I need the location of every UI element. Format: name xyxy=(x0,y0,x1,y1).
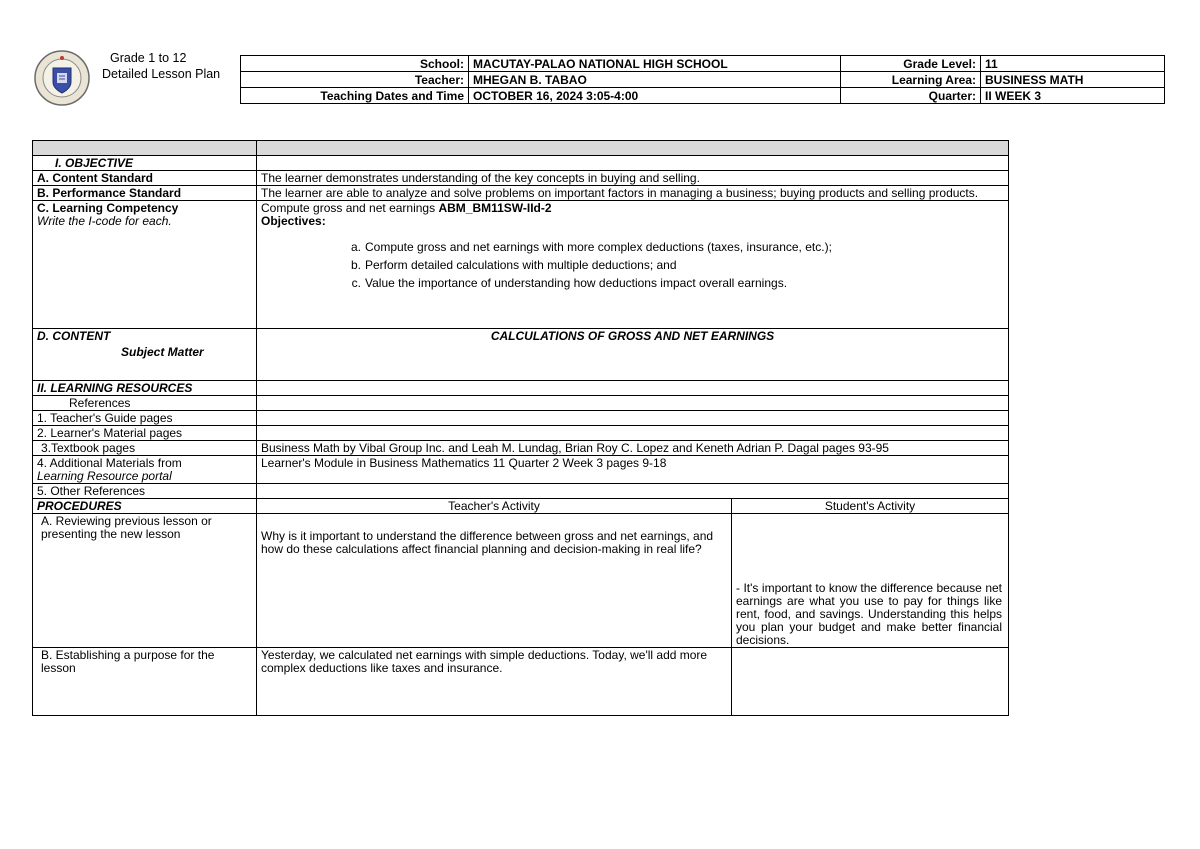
objective-item: a. Compute gross and net earnings with more complex deductions (taxes, insurance, etc.); xyxy=(350,240,832,254)
textbook-label: 3.Textbook pages xyxy=(33,441,257,456)
objective-item: b. Perform detailed calculations with multiple deductions; and xyxy=(350,258,677,272)
procedure-a-row xyxy=(33,514,1009,648)
other-references-label: 5. Other References xyxy=(33,484,257,499)
additional-materials-value: Learner's Module in Business Mathematics 11 Quarter 2 Week 3 pages 9-18 xyxy=(257,456,1009,484)
lesson-plan-table xyxy=(32,140,1009,716)
objective-heading-row xyxy=(33,156,1009,171)
content-label: D. CONTENT xyxy=(37,329,111,343)
school-label: School: xyxy=(241,56,469,72)
learners-material-row xyxy=(33,426,1009,441)
procedure-b-teacher: Yesterday, we calculated net earnings with simple deductions. Today, we'll add more complex deductions like taxes and insurance. xyxy=(257,648,732,716)
performance-standard-label: B. Performance Standard xyxy=(33,186,257,201)
content-standard-label: A. Content Standard xyxy=(33,171,257,186)
procedure-b-student xyxy=(732,648,1009,716)
teachers-guide-row xyxy=(33,411,1009,426)
teacher-activity-heading: Teacher's Activity xyxy=(257,499,732,514)
procedures-heading: PROCEDURES xyxy=(33,499,257,514)
procedures-heading-row xyxy=(33,499,1009,514)
header-row-school xyxy=(241,56,1165,72)
resources-heading: II. LEARNING RESOURCES xyxy=(33,381,257,396)
content-standard-text: The learner demonstrates understanding of the key concepts in buying and selling. xyxy=(257,171,1009,186)
objectives-label: Objectives: xyxy=(261,214,326,228)
content-standard-row xyxy=(33,171,1009,186)
procedure-a-teacher: Why is it important to understand the difference between gross and net earnings, and how do these calculations affect financial planning and decision-making in real life? xyxy=(257,514,732,648)
deped-seal-logo xyxy=(33,49,91,107)
competency-note: Write the I-code for each. xyxy=(37,214,172,228)
header-row-teacher xyxy=(241,72,1165,88)
teacher-label: Teacher: xyxy=(241,72,469,88)
resources-heading-row xyxy=(33,381,1009,396)
procedure-b-label: B. Establishing a purpose for the lesson xyxy=(33,648,257,716)
references-label: References xyxy=(33,396,257,411)
resource-portal-label: Learning Resource portal xyxy=(37,469,172,483)
quarter-label: Quarter: xyxy=(841,88,981,104)
objective-item: c. Value the importance of understanding how deductions impact overall earnings. xyxy=(351,276,788,290)
grade-level-label: Grade Level: xyxy=(841,56,981,72)
subject-matter-label: Subject Matter xyxy=(121,345,204,359)
other-references-row xyxy=(33,484,1009,499)
procedure-a-label: A. Reviewing previous lesson or presenting the new lesson xyxy=(33,514,257,648)
learners-material-label: 2. Learner's Material pages xyxy=(33,426,257,441)
competency-text: Compute gross and net earnings xyxy=(261,201,439,215)
grade-level-value: 11 xyxy=(981,56,1165,72)
grade-range-title: Grade 1 to 12 xyxy=(110,51,187,65)
quarter-value: II WEEK 3 xyxy=(981,88,1165,104)
learning-competency-label: C. Learning Competency xyxy=(37,201,179,215)
performance-standard-row xyxy=(33,186,1009,201)
procedure-b-row xyxy=(33,648,1009,716)
textbook-row xyxy=(33,441,1009,456)
learning-competency-row xyxy=(33,201,1009,329)
learning-area-label: Learning Area: xyxy=(841,72,981,88)
student-activity-heading: Student's Activity xyxy=(732,499,1009,514)
lesson-plan-title: Detailed Lesson Plan xyxy=(102,67,221,81)
header-row-dates xyxy=(241,88,1165,104)
teacher-value: MHEGAN B. TABAO xyxy=(469,72,841,88)
gray-header-row xyxy=(33,141,1009,156)
references-row xyxy=(33,396,1009,411)
header-info-table xyxy=(240,55,1165,104)
objectives-list xyxy=(261,238,1004,292)
performance-standard-text: The learner are able to analyze and solve problems on important factors in managing a business; buying products and selling products. xyxy=(257,186,1009,201)
document-title xyxy=(102,50,220,82)
textbook-value: Business Math by Vibal Group Inc. and Leah M. Lundag, Brian Roy C. Lopez and Keneth Adrian P. Dagal pages 93-95 xyxy=(257,441,1009,456)
content-row xyxy=(33,329,1009,381)
content-title: CALCULATIONS OF GROSS AND NET EARNINGS xyxy=(257,329,1009,381)
teaching-dates-value: OCTOBER 16, 2024 3:05-4:00 xyxy=(469,88,841,104)
teaching-dates-label: Teaching Dates and Time xyxy=(241,88,469,104)
school-value: MACUTAY-PALAO NATIONAL HIGH SCHOOL xyxy=(469,56,841,72)
teachers-guide-label: 1. Teacher's Guide pages xyxy=(33,411,257,426)
additional-materials-row xyxy=(33,456,1009,484)
objective-heading: I. OBJECTIVE xyxy=(33,156,257,171)
procedure-a-student: - It's important to know the difference because net earnings are what you use to pay for things like rent, food, and savings. Understanding this helps you plan your budget and make better financial decisions. xyxy=(732,514,1009,648)
additional-materials-label: 4. Additional Materials from xyxy=(37,456,182,470)
learning-area-value: BUSINESS MATH xyxy=(981,72,1165,88)
competency-code: ABM_BM11SW-IId-2 xyxy=(438,201,552,215)
